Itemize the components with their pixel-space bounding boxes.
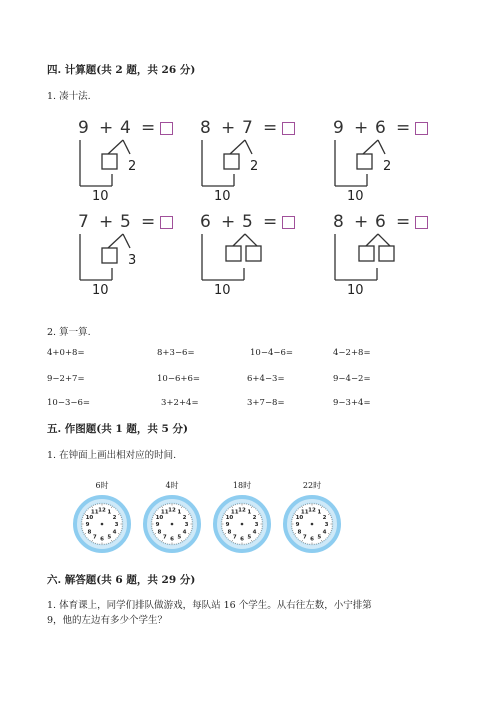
clock-numeral: 11	[90, 509, 99, 516]
clock-numeral: 4	[182, 529, 187, 536]
clock-numeral: 6	[240, 536, 244, 543]
clock-numeral: 6	[170, 536, 174, 543]
clock-numeral: 6	[310, 536, 314, 543]
arithmetic-problem: 10−4−6=	[250, 348, 293, 358]
plus-sign: +	[354, 118, 369, 138]
clock-numeral: 3	[114, 522, 119, 528]
arithmetic-problem: 3+7−8=	[247, 398, 285, 408]
clock-time-label: 4时	[165, 481, 179, 490]
question-make-ten: 1. 凑十法.	[47, 91, 91, 102]
arithmetic-problem: 8+3−6=	[157, 348, 195, 358]
addend-a: 9	[333, 118, 344, 138]
question-draw-clock: 1. 在钟面上画出相对应的时间.	[47, 450, 177, 461]
equals-sign: =	[263, 118, 278, 138]
addend-b: 5	[120, 212, 131, 232]
clock-numeral: 11	[160, 509, 169, 516]
clock-numeral: 9	[85, 522, 90, 528]
arithmetic-problem: 3+2+4=	[161, 398, 199, 408]
clock-numeral: 7	[232, 534, 237, 541]
clock-numeral: 8	[87, 529, 92, 536]
arithmetic-problem: 10−3−6=	[47, 398, 90, 408]
clock-numeral: 10	[85, 514, 94, 521]
make-ten-item	[200, 118, 310, 208]
clock-numeral: 11	[300, 509, 309, 516]
plus-sign: +	[99, 118, 114, 138]
ten-label: 10	[347, 283, 364, 298]
clock-numeral: 7	[162, 534, 167, 541]
clock-face[interactable]	[72, 494, 132, 554]
plus-sign: +	[99, 212, 114, 232]
addend-b: 6	[375, 118, 386, 138]
known-part: 2	[128, 159, 137, 174]
answer-box[interactable]	[160, 122, 173, 135]
addend-a: 8	[200, 118, 211, 138]
clock-numeral: 7	[92, 534, 97, 541]
plus-sign: +	[221, 212, 236, 232]
clock-numeral: 3	[184, 522, 189, 528]
arithmetic-problem: 4−2+8=	[333, 348, 371, 358]
equals-sign: =	[396, 212, 411, 232]
known-part: 2	[250, 159, 259, 174]
section-5-title: 五. 作图题(共 1 题，共 5 分)	[47, 423, 188, 435]
plus-sign: +	[354, 212, 369, 232]
ten-label: 10	[92, 189, 109, 204]
clock-numeral: 4	[112, 529, 117, 536]
make-ten-item	[200, 212, 310, 302]
answer-box[interactable]	[415, 216, 428, 229]
question-calculate: 2. 算一算.	[47, 327, 91, 338]
clock-face[interactable]	[282, 494, 342, 554]
clock-numeral: 5	[317, 534, 322, 541]
clock-time-label: 22时	[302, 481, 322, 490]
equals-sign: =	[263, 212, 278, 232]
clock-numeral: 1	[317, 509, 322, 516]
arithmetic-problem: 6+4−3=	[247, 374, 285, 384]
clock-numeral: 4	[322, 529, 327, 536]
clock-numeral: 5	[177, 534, 182, 541]
clock-numeral: 8	[157, 529, 162, 536]
clock-exercise	[282, 480, 342, 554]
answer-box[interactable]	[415, 122, 428, 135]
clock-numeral: 2	[252, 514, 257, 521]
clock-numeral: 3	[254, 522, 259, 528]
equals-sign: =	[141, 212, 156, 232]
word-problem-line-2: 9，他的左边有多少个学生？	[47, 615, 168, 626]
answer-box[interactable]	[282, 216, 295, 229]
word-problem-line-1: 1. 体育课上，同学们排队做游戏，每队站 16 个学生。从右往左数，小宁排第	[47, 600, 372, 611]
clock-numeral: 6	[100, 536, 104, 543]
clock-numeral: 5	[247, 534, 252, 541]
clock-numeral: 12	[238, 507, 246, 514]
arithmetic-problem: 10−6+6=	[157, 374, 200, 384]
clock-numeral: 7	[302, 534, 307, 541]
clock-time-label: 6时	[95, 481, 109, 490]
clock-numeral: 12	[308, 507, 316, 514]
clock-numeral: 1	[177, 509, 182, 516]
clock-numeral: 4	[252, 529, 257, 536]
clock-numeral: 9	[295, 522, 300, 528]
make-ten-item	[78, 212, 188, 302]
clock-exercise	[212, 480, 272, 554]
addend-a: 9	[78, 118, 89, 138]
addend-a: 6	[200, 212, 211, 232]
clock-face[interactable]	[142, 494, 202, 554]
answer-box[interactable]	[282, 122, 295, 135]
clock-numeral: 11	[230, 509, 239, 516]
clock-exercise	[142, 480, 202, 554]
clock-numeral: 1	[247, 509, 252, 516]
addend-b: 7	[242, 118, 253, 138]
clock-face[interactable]	[212, 494, 272, 554]
ten-label: 10	[214, 283, 231, 298]
ten-label: 10	[347, 189, 364, 204]
clock-numeral: 10	[225, 514, 234, 521]
arithmetic-problem: 9−2+7=	[47, 374, 85, 384]
addend-a: 7	[78, 212, 89, 232]
make-ten-item	[78, 118, 188, 208]
make-ten-item	[333, 118, 443, 208]
addend-b: 6	[375, 212, 386, 232]
ten-label: 10	[92, 283, 109, 298]
clock-numeral: 12	[168, 507, 176, 514]
clock-numeral: 5	[107, 534, 112, 541]
clock-numeral: 10	[155, 514, 164, 521]
section-6-title: 六. 解答题(共 6 题，共 29 分)	[47, 574, 196, 586]
addend-b: 5	[242, 212, 253, 232]
equals-sign: =	[141, 118, 156, 138]
ten-label: 10	[214, 189, 231, 204]
section-4-title: 四. 计算题(共 2 题，共 26 分)	[47, 64, 196, 76]
addend-b: 4	[120, 118, 131, 138]
clock-numeral: 2	[182, 514, 187, 521]
clock-numeral: 9	[155, 522, 160, 528]
clock-numeral: 9	[225, 522, 230, 528]
clock-numeral: 2	[322, 514, 327, 521]
clock-numeral: 10	[295, 514, 304, 521]
known-part: 3	[128, 253, 137, 268]
known-part: 2	[383, 159, 392, 174]
clock-numeral: 8	[227, 529, 232, 536]
clock-time-label: 18时	[232, 481, 252, 490]
arithmetic-problem: 9−3+4=	[333, 398, 371, 408]
clock-numeral: 1	[107, 509, 112, 516]
arithmetic-problem: 4+0+8=	[47, 348, 85, 358]
answer-box[interactable]	[160, 216, 173, 229]
clock-numeral: 12	[98, 507, 106, 514]
clock-numeral: 2	[112, 514, 117, 521]
plus-sign: +	[221, 118, 236, 138]
clock-exercise	[72, 480, 132, 554]
addend-a: 8	[333, 212, 344, 232]
make-ten-item	[333, 212, 443, 302]
equals-sign: =	[396, 118, 411, 138]
clock-numeral: 3	[324, 522, 329, 528]
arithmetic-problem: 9−4−2=	[333, 374, 371, 384]
clock-numeral: 8	[297, 529, 302, 536]
